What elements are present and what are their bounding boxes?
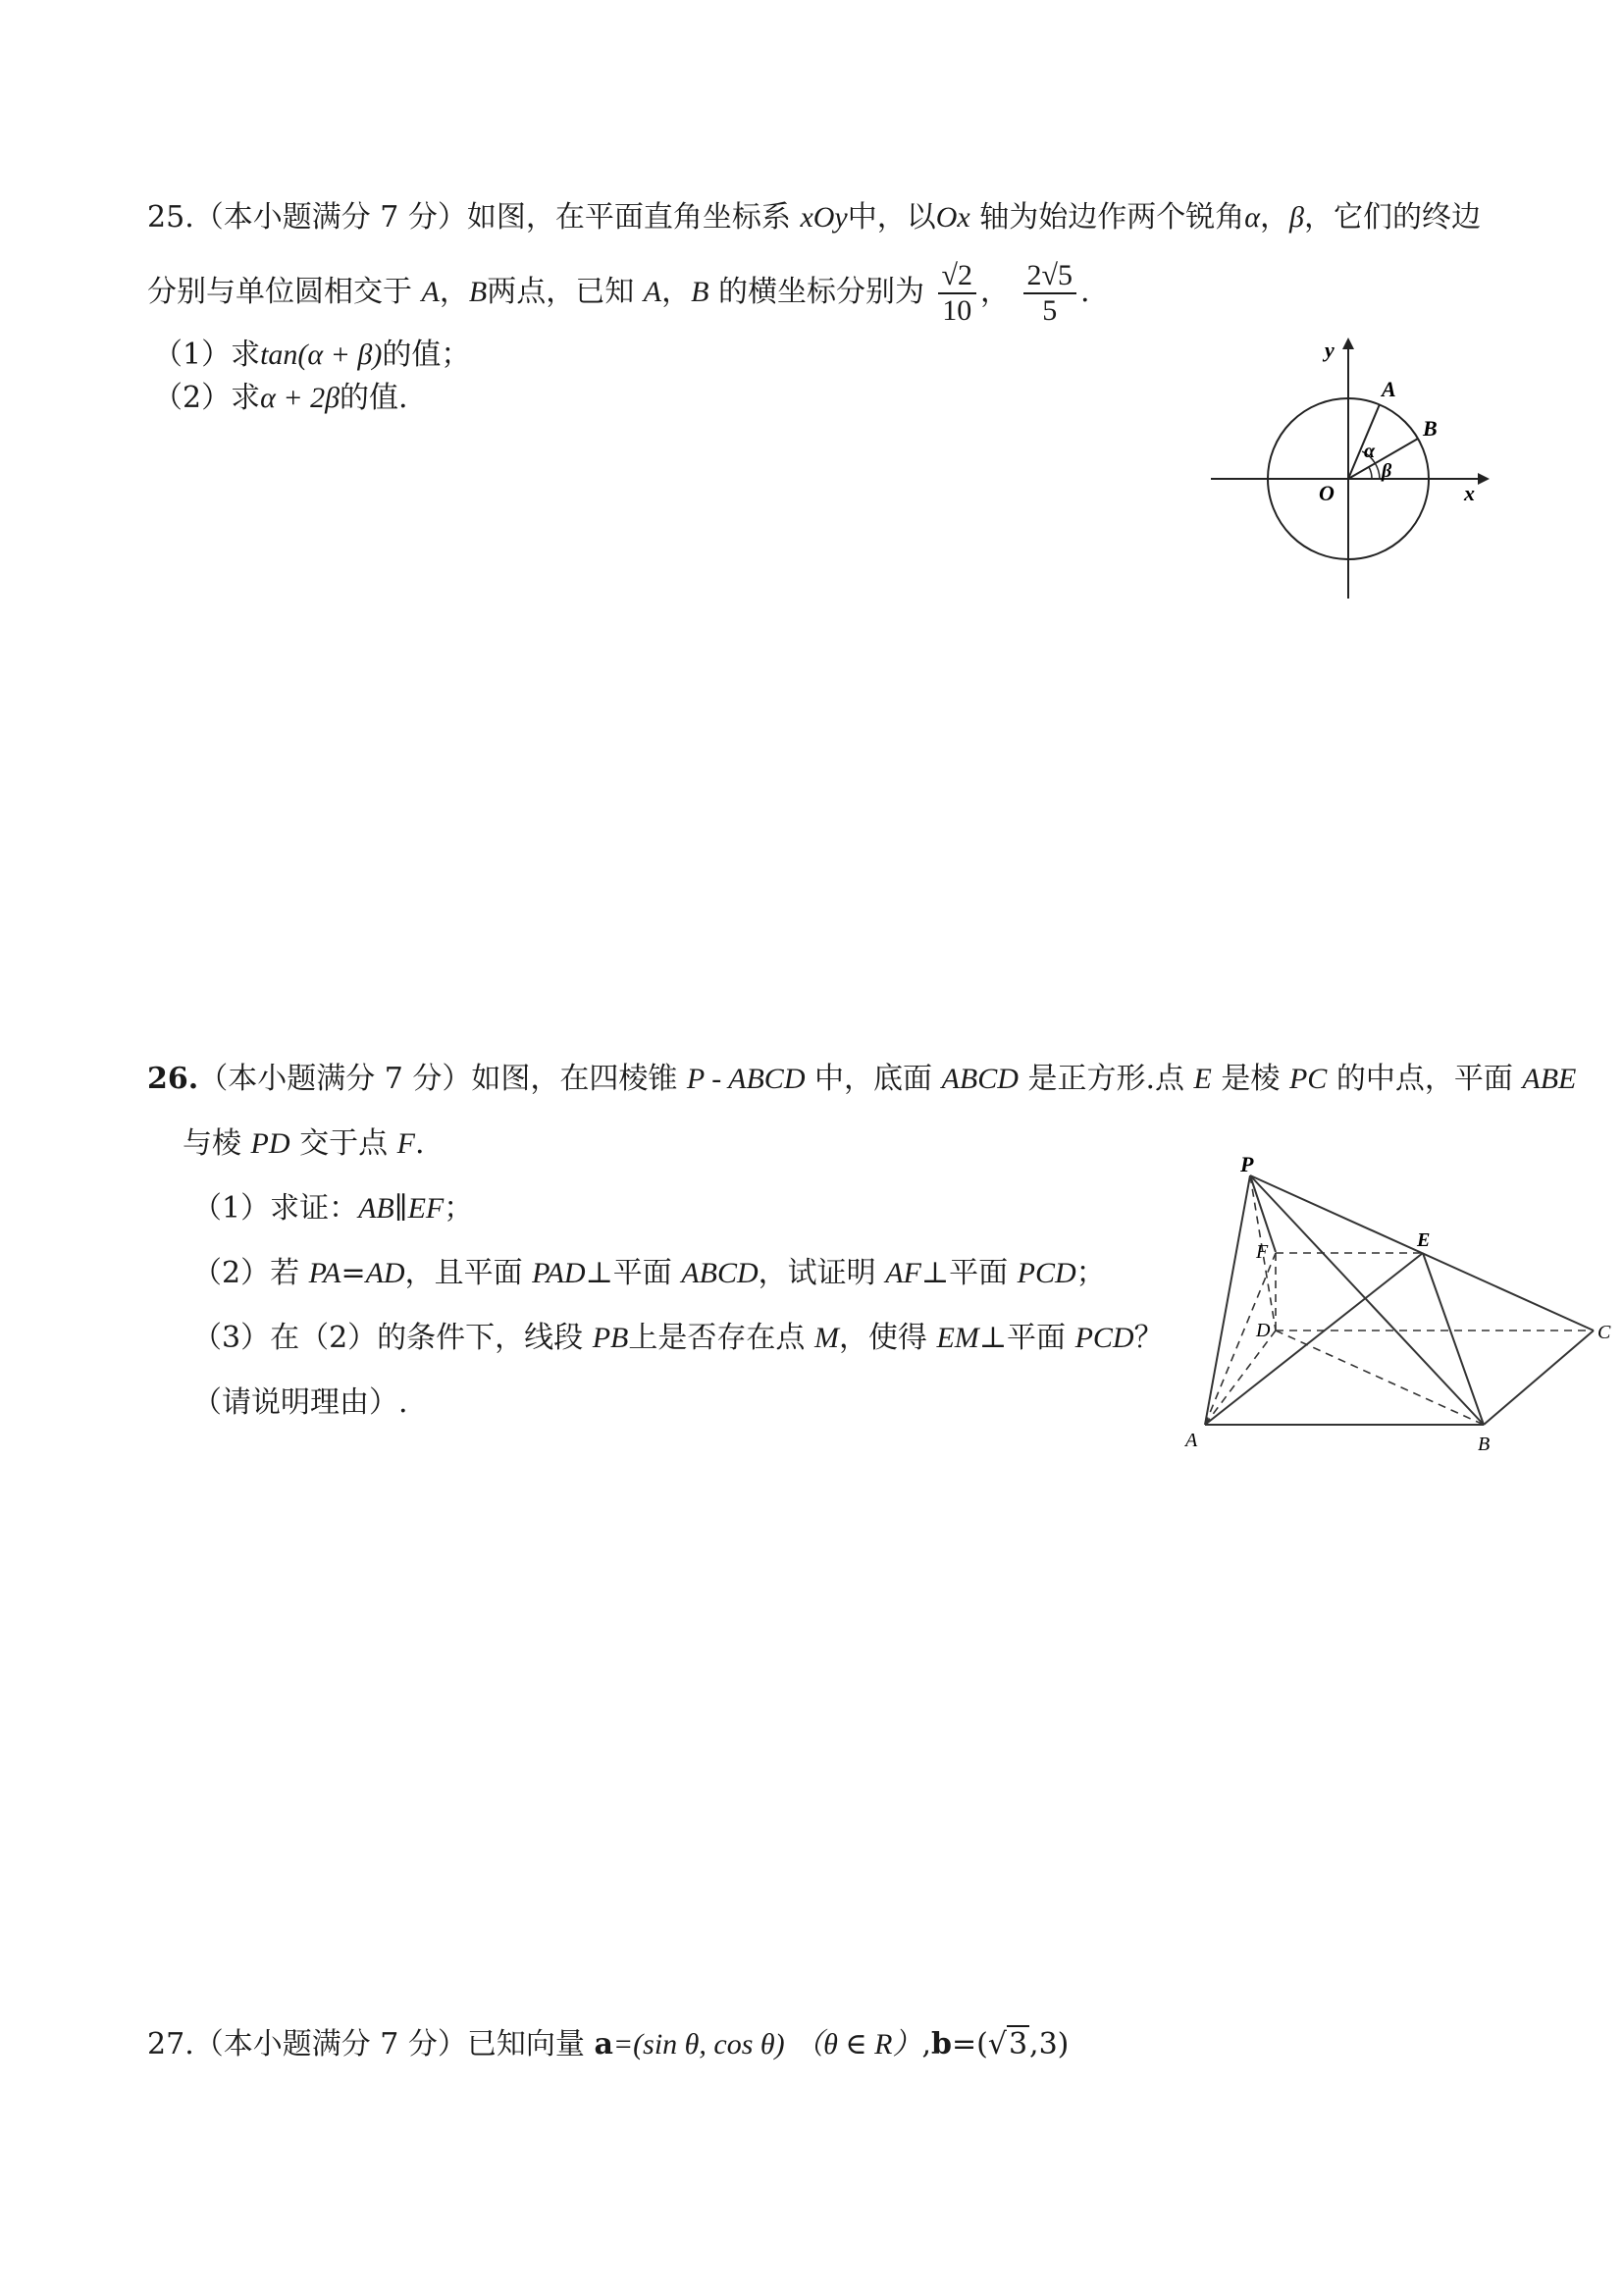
q26-plane-abe: ABE — [1522, 1063, 1577, 1095]
q25-number: 25 — [147, 200, 185, 235]
separator: , — [921, 2027, 931, 2061]
q25-comma: ， — [661, 275, 692, 309]
fraction-denominator: 10 — [942, 294, 972, 327]
q25-part-2 — [153, 379, 408, 418]
segment-ad: AD — [365, 1257, 405, 1289]
q25-beta: β — [1289, 201, 1304, 234]
label-a: A — [1185, 1430, 1198, 1451]
q25-point-b: B — [468, 276, 488, 308]
q26-number: 26 — [147, 1062, 188, 1096]
segment-ae — [1205, 1253, 1423, 1425]
q25-angle-expression: α + 2β — [260, 382, 340, 414]
part-label: （1）求 — [153, 338, 261, 372]
label-e: E — [1417, 1229, 1431, 1251]
point-m: M — [813, 1322, 839, 1354]
part-label: （2）求 — [153, 381, 261, 415]
edge-pa — [1205, 1175, 1250, 1425]
q25-stem: 两点，已知 — [487, 275, 635, 309]
note-text: （请说明理由）. — [192, 1385, 408, 1420]
q26-part-4 — [192, 1383, 408, 1423]
y-axis-arrow — [1342, 338, 1354, 349]
segment-db-hidden — [1276, 1331, 1484, 1425]
text-fragment: ⊥平面 — [920, 1256, 1009, 1290]
plane-pad: PAD — [532, 1257, 586, 1289]
q26-line-1: 26.（本小题满分 7 分）如图，在四棱锥 P - ABCD 中，底面 ABCD 是正方形.点 E 是棱 PC 的中点，平面 ABE — [147, 1062, 1577, 1096]
q26-part-3 — [192, 1319, 1164, 1358]
label-beta: β — [1382, 460, 1392, 482]
vector-b-root: 3 — [1008, 2027, 1028, 2061]
part-end: ； — [444, 1191, 474, 1226]
segment-em: EM — [936, 1322, 979, 1354]
q26-stem: 是棱 — [1221, 1062, 1281, 1096]
q26-pyramid: P - ABCD — [686, 1063, 806, 1095]
q26-stem: 交于点 — [299, 1126, 389, 1161]
vector-b-open: =( — [951, 2027, 988, 2061]
q25-stem: 如图，在平面直角坐标系 — [466, 200, 791, 235]
vector-b-close: ,3) — [1029, 2027, 1070, 2061]
q25-fraction-1 — [938, 259, 976, 328]
segment-pb: PB — [592, 1322, 629, 1354]
q26-part-2 — [192, 1254, 1106, 1293]
q26-header: （本小题满分 7 分） — [198, 1062, 472, 1096]
q25-comma: ， — [979, 275, 1010, 309]
label-f: F — [1256, 1241, 1269, 1263]
q26-base: ABCD — [941, 1063, 1019, 1095]
q26-edge-pd: PD — [250, 1127, 290, 1160]
q27-number: 27 — [147, 2027, 185, 2061]
q26-edge-pc: PC — [1288, 1063, 1328, 1095]
q25-comma: ， — [1260, 200, 1290, 235]
vector-a-value: =(sin θ, cos θ) — [612, 2028, 785, 2061]
edge-bc — [1484, 1331, 1594, 1425]
label-y: y — [1325, 338, 1335, 362]
q25-point-a: A — [421, 276, 440, 308]
label-c: C — [1597, 1322, 1611, 1343]
plane-pcd: PCD — [1074, 1322, 1134, 1354]
q25-line-1: 25.（本小题满分 7 分）如图，在平面直角坐标系 xOy中，以Ox 轴为始边作两个锐角α，β，它们的终边 — [147, 200, 1481, 235]
q26-stem: 是正方形.点 — [1027, 1062, 1184, 1096]
q25-end: . — [1079, 275, 1090, 309]
q25-stem: 轴为始边作两个锐角 — [979, 200, 1245, 235]
q25-axis: Ox — [935, 201, 970, 234]
segment-pa: PA — [308, 1257, 341, 1289]
q26-stem: 中，底面 — [814, 1062, 933, 1096]
q25-stem: 分别与单位圆相交于 — [147, 275, 412, 309]
part-end: ？ — [1133, 1321, 1164, 1355]
label-b: B — [1478, 1434, 1491, 1455]
plane-pcd: PCD — [1017, 1257, 1076, 1289]
q27-header: （本小题满分 7 分） — [193, 2027, 467, 2061]
part-label: （3）在（2）的条件下，线段 — [192, 1321, 584, 1355]
fraction-denominator: 5 — [1042, 294, 1058, 327]
unit-circle-figure — [1207, 334, 1501, 608]
q26-stem: 的中点，平面 — [1335, 1062, 1513, 1096]
q25-point-b: B — [691, 276, 709, 308]
q25-stem: 的横坐标分别为 — [717, 275, 924, 309]
text-fragment: ，且平面 — [404, 1256, 523, 1290]
label-origin: O — [1319, 481, 1335, 505]
q26-line-2 — [183, 1124, 425, 1164]
q27-line-1: 27.（本小题满分 7 分）已知向量 a=(sin θ, cos θ) （θ ∈ R）,b=(√3,3) — [147, 2027, 1070, 2061]
q26-stem: 与棱 — [183, 1126, 241, 1161]
part-end: 的值； — [382, 338, 471, 372]
text-fragment: ⊥平面 — [585, 1256, 672, 1290]
label-d: D — [1256, 1320, 1271, 1341]
q25-point-a: A — [643, 276, 662, 308]
segment-af: AF — [885, 1257, 921, 1289]
part-end: 的值. — [340, 381, 408, 415]
q25-comma: ， — [1303, 200, 1334, 235]
text-fragment: ，使得 — [838, 1321, 927, 1355]
pyramid-figure — [1178, 1148, 1609, 1462]
q25-alpha: α — [1244, 201, 1261, 234]
q25-stem: 它们的终边 — [1333, 200, 1481, 235]
vector-b-label: b — [930, 2027, 952, 2061]
q26-stem-end: . — [414, 1126, 425, 1161]
part-end: ； — [1075, 1256, 1106, 1290]
q25-comma: ， — [439, 275, 469, 309]
part-label: （1）求证： — [192, 1191, 359, 1226]
equals-sign: = — [340, 1256, 366, 1290]
q25-part-1 — [153, 336, 470, 375]
q25-stem: 中，以 — [847, 200, 936, 235]
vector-a-label: a — [594, 2027, 613, 2061]
part-label: （2）若 — [192, 1256, 300, 1290]
label-x: x — [1464, 481, 1475, 505]
fraction-numerator: 2√5 — [1023, 259, 1076, 294]
fraction-numerator: √2 — [938, 259, 976, 294]
q26-parallel-expression: AB∥EF — [358, 1192, 445, 1225]
q25-coord-system: xOy — [800, 201, 848, 234]
q26-point-f: F — [396, 1127, 415, 1160]
x-axis-arrow — [1478, 473, 1490, 485]
q27-stem: 已知向量 — [466, 2027, 585, 2061]
segment-eb — [1423, 1253, 1484, 1425]
q25-header: （本小题满分 7 分） — [193, 200, 467, 235]
label-point-b: B — [1423, 416, 1438, 441]
q26-part-1 — [192, 1189, 473, 1228]
q26-point-e: E — [1193, 1063, 1212, 1095]
angle-arc-beta — [1369, 467, 1372, 479]
q25-tan-expression: tan(α + β) — [260, 339, 383, 371]
text-fragment: ⊥平面 — [978, 1321, 1067, 1355]
text-fragment: ，试证明 — [758, 1256, 876, 1290]
q26-stem: 如图，在四棱锥 — [471, 1062, 678, 1096]
q25-fraction-2 — [1023, 259, 1076, 328]
edge-pb — [1250, 1175, 1484, 1425]
q25-line-2 — [147, 257, 1090, 328]
label-p: P — [1240, 1152, 1254, 1176]
label-point-a: A — [1382, 377, 1396, 401]
text-fragment: 上是否存在点 — [628, 1321, 806, 1355]
plane-abcd: ABCD — [681, 1257, 759, 1289]
label-alpha: α — [1364, 441, 1376, 462]
theta-condition: （θ ∈ R） — [794, 2028, 922, 2061]
